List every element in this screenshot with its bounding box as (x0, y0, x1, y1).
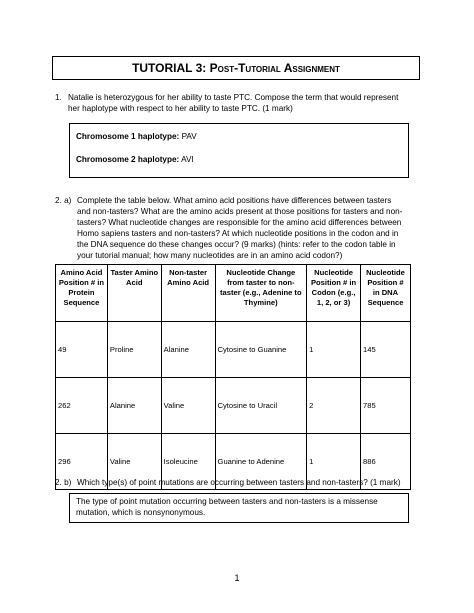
question-1-number: 1. (55, 93, 62, 102)
chromosome-1-value: PAV (181, 132, 197, 141)
answer-2b-line: The type of point mutation occurring between tasters and non-tasters is a missense (76, 497, 378, 506)
mutation-table (55, 264, 411, 490)
table-cell: 145 (361, 322, 411, 378)
table-cell: 262 (56, 378, 108, 434)
question-2a-number: 2. a) (55, 196, 72, 205)
answer-2b-line: mutation, which is nonsynonymous. (76, 508, 206, 517)
table-cell: Cytosine to Guanine (215, 322, 307, 378)
question-2a-line: your tutorial manual; how many nucleotides are in an amino acid codon?) (77, 251, 343, 260)
question-1-line: Natalie is heterozygous for her ability to taste PTC. Compose the term that would represent (68, 93, 399, 102)
question-2a-line: and non-tasters? What are the amino acids present at those positions for tasters and non- (77, 207, 403, 216)
header-non-taster-amino-acid: Non-taster Amino Acid (161, 265, 215, 322)
answer-box-1 (69, 123, 409, 178)
question-2a-line: Complete the table below. What amino acid positions have differences between tasters (77, 196, 392, 205)
table-cell: Alanine (161, 322, 215, 378)
table-row (56, 322, 411, 378)
table-row (56, 378, 411, 434)
table-cell: Proline (107, 322, 161, 378)
chromosome-2-label: Chromosome 2 haplotype: (76, 155, 180, 164)
header-codon-position: Nucleotide Position # in Codon (e.g., 1, 2, or 3) (307, 265, 361, 322)
table-cell: 2 (307, 378, 361, 434)
table-header-row (56, 265, 411, 322)
header-taster-amino-acid: Taster Amino Acid (107, 265, 161, 322)
table-cell: 49 (56, 322, 108, 378)
table-cell: Cytosine to Uracil (215, 378, 307, 434)
table-cell: 1 (307, 434, 361, 490)
table-cell: 1 (307, 322, 361, 378)
page-number: 1 (234, 573, 240, 583)
table-cell: Guanine to Adenine (215, 434, 307, 490)
chromosome-1-label: Chromosome 1 haplotype: (76, 132, 180, 141)
question-2a-line: the DNA sequence do these changes occur? (9 marks) (hints: refer to the codon table in (77, 240, 396, 249)
title-sub: Post-Tutorial Assignment (209, 61, 340, 75)
table-cell: Valine (107, 434, 161, 490)
chromosome-1-haplotype (76, 132, 197, 141)
question-2a-line: tasters? What nucleotide changes are responsible for the amino acid differences between (77, 218, 402, 227)
table-cell: Valine (161, 378, 215, 434)
answer-box-2 (69, 493, 409, 523)
header-nucleotide-change: Nucleotide Change from taster to non-taster (e.g., Adenine to Thymine) (215, 265, 307, 322)
question-1-line: her haplotype with respect to her ability to taste PTC. (1 mark) (68, 104, 293, 113)
question-2a-line: Homo sapiens tasters and non-tasters? At which nucleotide positions in the codon and in (77, 229, 399, 238)
header-amino-acid-position: Amino Acid Position # in Protein Sequence (56, 265, 108, 322)
table-cell: 886 (361, 434, 411, 490)
table-cell: 296 (56, 434, 108, 490)
chromosome-2-haplotype (76, 155, 194, 164)
table-cell: Isoleucine (161, 434, 215, 490)
question-2b-text: Which type(s) of point mutations are occurring between tasters and non-tasters? (1 mark) (77, 478, 401, 487)
chromosome-2-value: AVI (181, 155, 194, 164)
title-main: TUTORIAL 3: (132, 61, 207, 75)
header-dna-position: Nucleotide Position # in DNA Sequence (361, 265, 411, 322)
question-2b-number: 2. b) (55, 478, 72, 487)
table-cell: 785 (361, 378, 411, 434)
page-title (52, 56, 420, 80)
table-cell: Alanine (107, 378, 161, 434)
